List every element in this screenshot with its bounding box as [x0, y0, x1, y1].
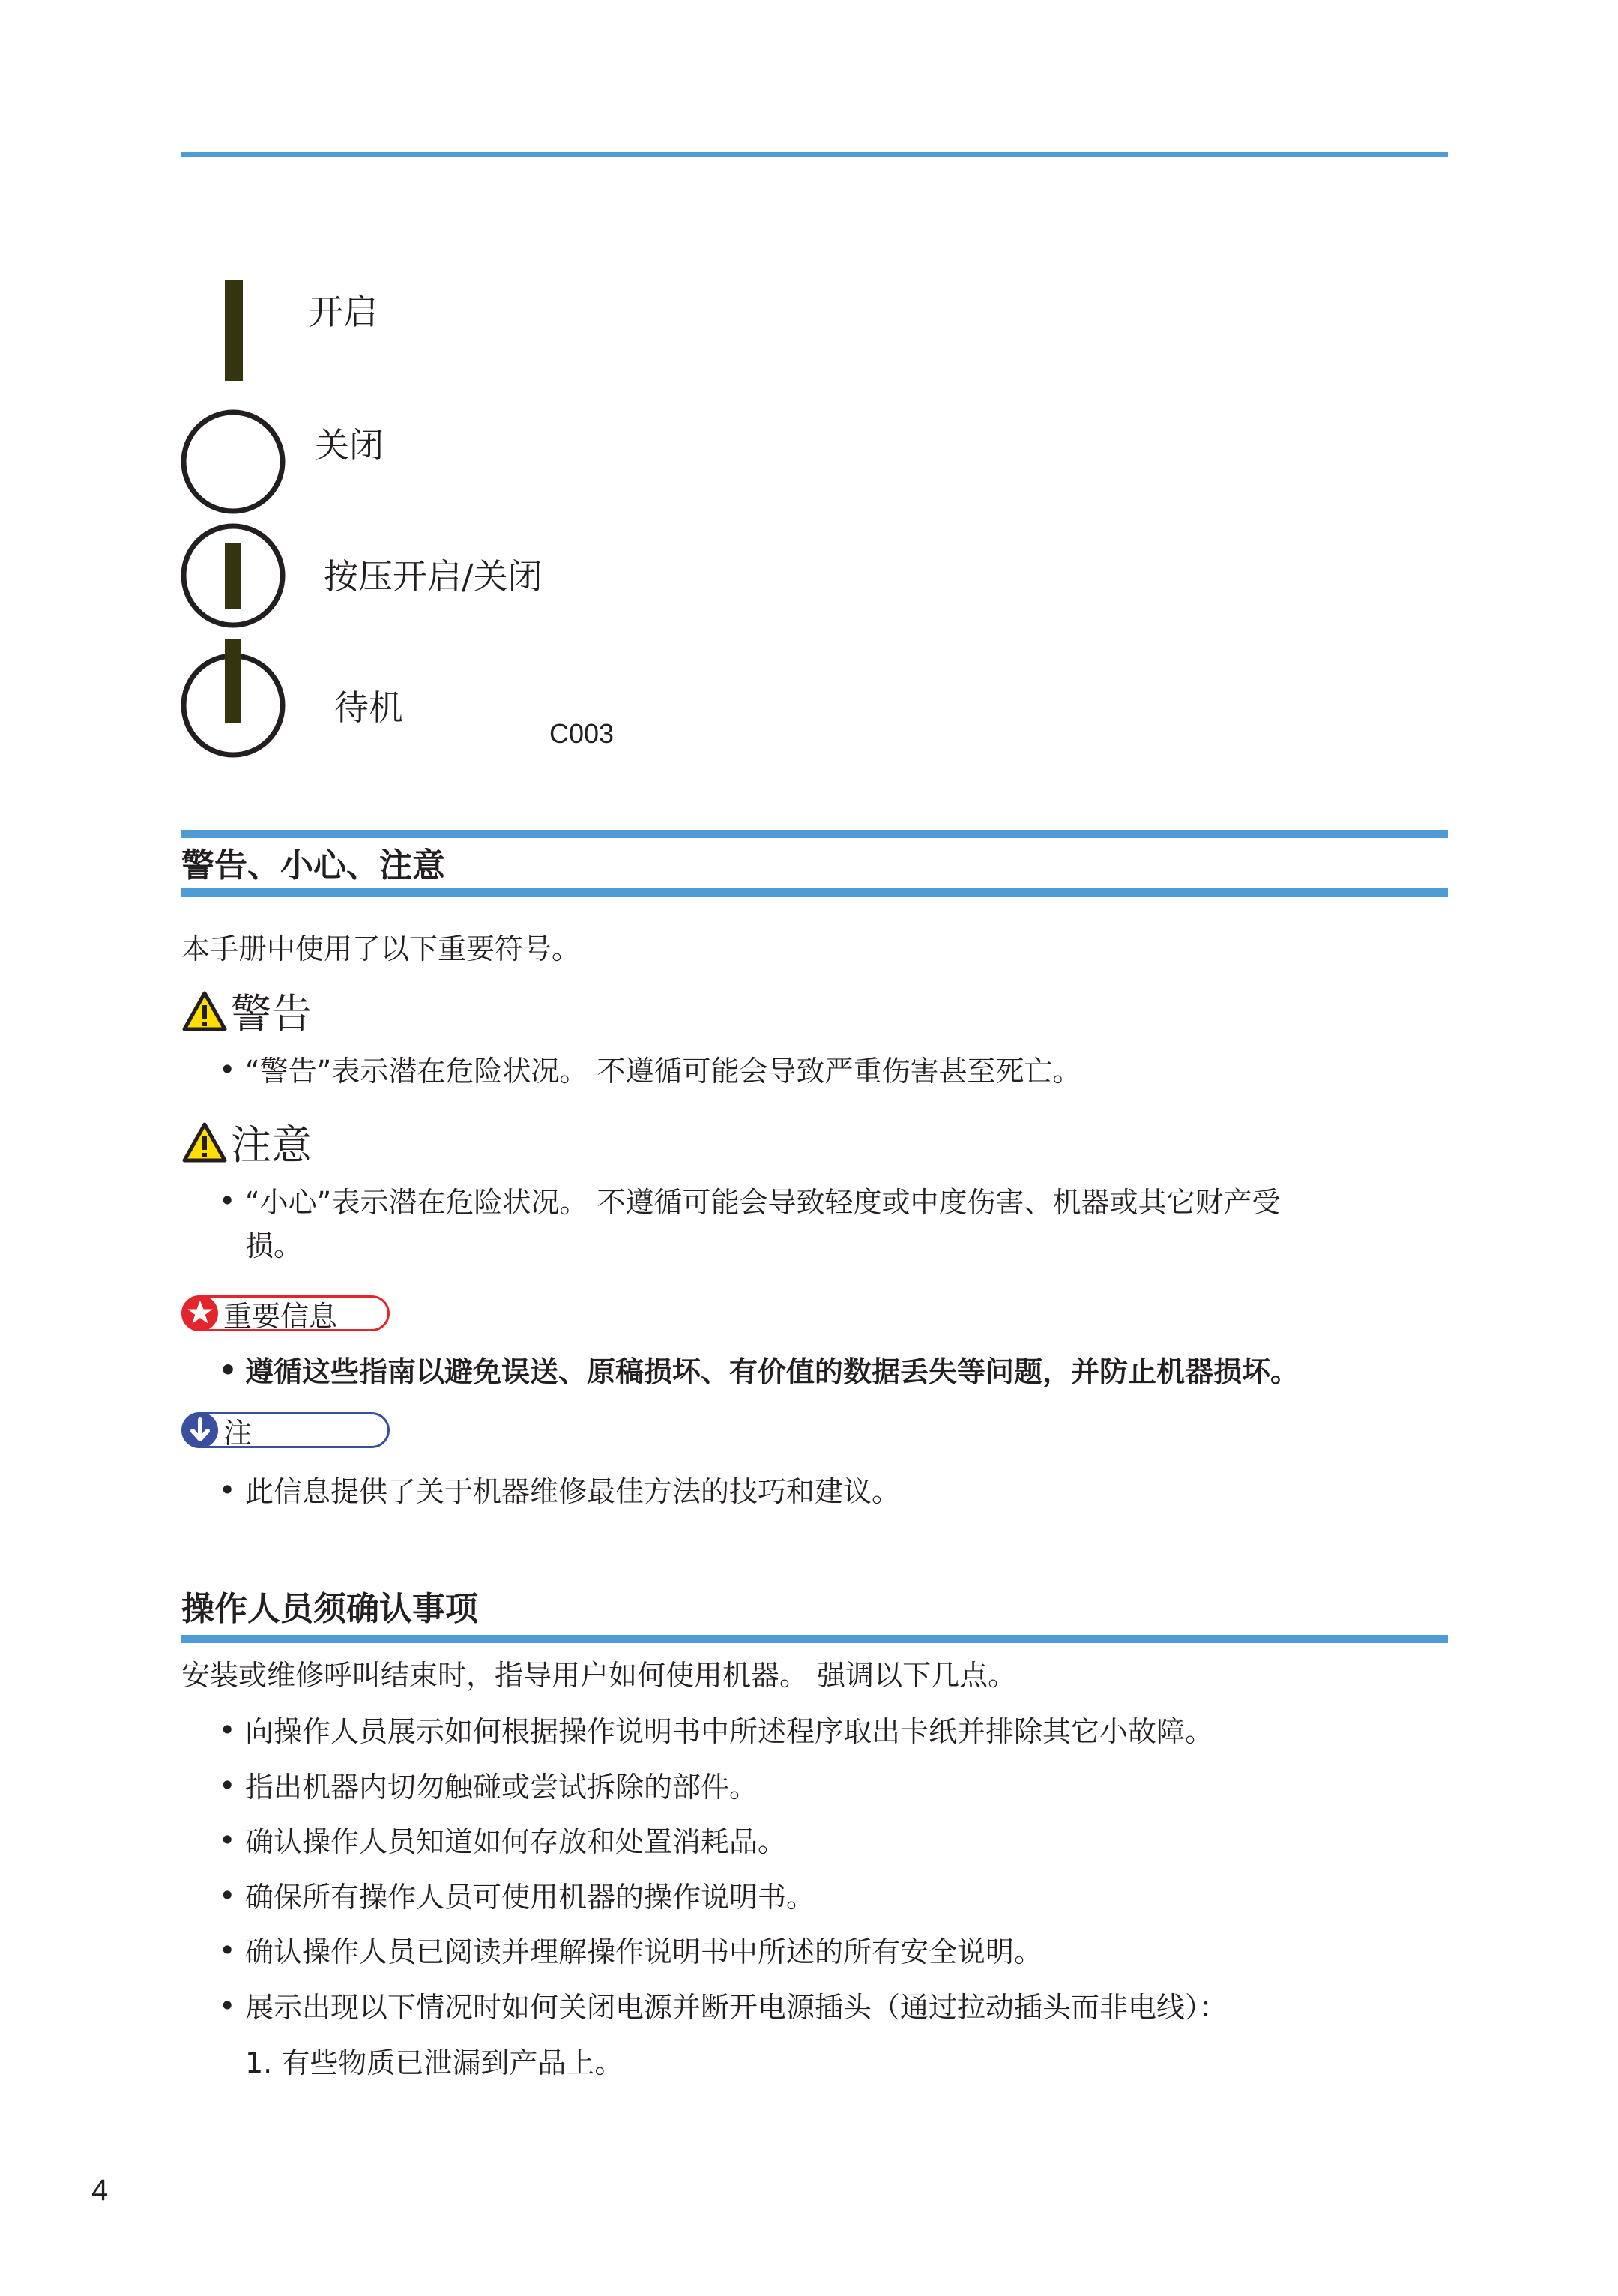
numbered-item: 1. 有些物质已泄漏到产品上。 — [245, 2046, 624, 2079]
caution-item-line2: 损。 — [245, 1229, 303, 1262]
list-item: 向操作人员展示如何根据操作说明书中所述程序取出卡纸并排除其它小故障。 — [245, 1715, 1214, 1748]
important-item: 遵循这些指南以避免误送、原稿损坏、有价值的数据丢失等问题，并防止机器损坏。 — [245, 1355, 1299, 1388]
on-label: 开启 — [309, 292, 378, 332]
warning-title — [181, 982, 312, 1040]
standby-symbol-icon — [180, 639, 286, 759]
important-badge — [181, 1295, 390, 1331]
push-on-off-label: 按压开启/关闭 — [324, 556, 543, 597]
warning-title-text: 警告 — [231, 990, 312, 1037]
down-arrow-icon — [181, 1411, 219, 1449]
warning-triangle-icon — [181, 990, 228, 1032]
note-item: 此信息提供了关于机器维修最佳方法的技巧和建议。 — [245, 1475, 901, 1508]
off-label: 关闭 — [315, 425, 384, 465]
list-item: 确认操作人员知道如何存放和处置消耗品。 — [245, 1825, 787, 1858]
warning-item: “警告”表示潜在危险状况。 不遵循可能会导致严重伤害甚至死亡。 — [245, 1055, 1081, 1088]
bullet-dot: • — [219, 1824, 236, 1857]
section-rule-bottom — [181, 888, 1448, 897]
caution-title-text: 注意 — [231, 1121, 312, 1169]
caution-item-line1: “小心”表示潜在危险状况。 不遵循可能会导致轻度或中度伤害、机器或其它财产受 — [245, 1186, 1281, 1219]
section-rule-top — [181, 830, 1448, 838]
bullet-dot: • — [219, 1769, 236, 1802]
list-item: 确认操作人员已阅读并理解操作说明书中所述的所有安全说明。 — [245, 1935, 1043, 1968]
section-heading-operator: 操作人员须确认事项 — [181, 1590, 478, 1628]
list-item: 展示出现以下情况时如何关闭电源并断开电源插头（通过拉动插头而非电线）： — [245, 1991, 1228, 2024]
bullet-dot: • — [219, 1053, 236, 1086]
list-item: 确保所有操作人员可使用机器的操作说明书。 — [245, 1881, 815, 1914]
top-rule — [181, 152, 1448, 157]
section-rule-operator — [181, 1635, 1448, 1643]
off-symbol-icon — [180, 409, 286, 515]
push-on-off-symbol-icon — [180, 522, 286, 629]
on-symbol-icon — [225, 280, 243, 381]
standby-label: 待机 — [334, 687, 403, 728]
page-number: 4 — [91, 2174, 109, 2207]
note-badge — [181, 1412, 390, 1448]
important-label: 重要信息 — [223, 1299, 338, 1333]
section-heading-warning: 警告、小心、注意 — [181, 846, 445, 885]
bullet-dot: • — [219, 1354, 238, 1387]
caution-title — [181, 1113, 312, 1171]
note-label: 注 — [223, 1416, 253, 1450]
bullet-dot: • — [219, 1474, 236, 1507]
operator-intro: 安装或维修呼叫结束时，指导用户如何使用机器。 强调以下几点。 — [181, 1659, 1017, 1692]
bullet-dot: • — [219, 1989, 236, 2022]
bullet-dot: • — [219, 1714, 236, 1747]
bullet-dot: • — [219, 1184, 236, 1217]
list-item: 指出机器内切勿触碰或尝试拆除的部件。 — [245, 1771, 758, 1804]
warning-triangle-icon — [181, 1121, 228, 1163]
bullet-dot: • — [219, 1934, 236, 1967]
star-icon — [181, 1295, 219, 1332]
bullet-dot: • — [219, 1879, 236, 1912]
figure-code: C003 — [549, 718, 615, 749]
warning-intro: 本手册中使用了以下重要符号。 — [181, 932, 581, 965]
